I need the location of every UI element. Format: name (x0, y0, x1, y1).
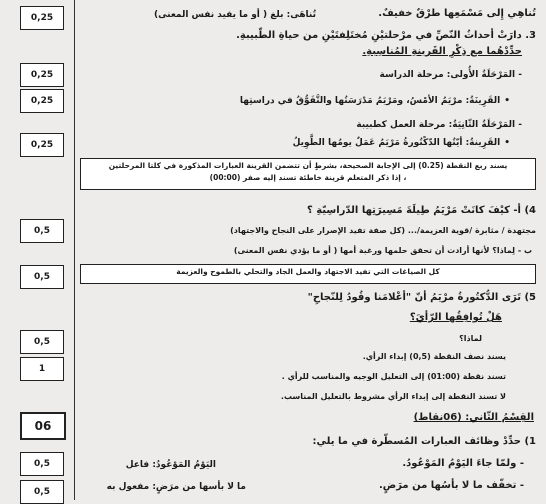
grade-box: 1 (20, 357, 64, 381)
grade-box: 0,5 (20, 330, 64, 354)
answer-line: - المَرْحَلَةُ الأُولى: مرحلة الدراسة (379, 70, 522, 80)
grade-box: 0,25 (20, 89, 64, 113)
grade-box: 0,5 (20, 265, 64, 289)
question-line: 1) حدِّدْ وظائف العبارات المُسطّرة في ما يلي: (312, 436, 536, 447)
grade-box: 0,25 (20, 6, 64, 30)
answer-line: اليَوْمُ المَوْعُودُ: فاعل (125, 460, 216, 470)
sentence-line: - ولمّا جاءَ اليَوْمُ المَوْعُودُ. (402, 458, 524, 469)
answer-line: • القَرِينَةُ: مرْيَمُ الأمْسُ، ومَرْيَمُ مَدْرَسَتُها والتَّفَوُّقُ في دراستِها (240, 96, 510, 106)
grade-box: 0,5 (20, 480, 64, 504)
answer-line: ما لا بأسها من مرَضٍ: مفعول به (106, 482, 246, 492)
grading-note-text: ، إذا ذكر المتعلم قرينة خاطئة تسند إليه صفر (00:00) (209, 173, 407, 182)
answer-line: يسند نصف النقطة (0,5) إبداء الرأي. (362, 352, 506, 361)
answer-line: تُناهَى: بلغ ( أو ما يفيد نفس المعنى) (153, 10, 316, 20)
grade-box: 0,25 (20, 63, 64, 87)
question-line: هَلْ تُوافِقُها الرّأيَ؟ (409, 312, 502, 323)
section-heading: القِسْمُ الثّاني: (06نقاط) (413, 412, 534, 423)
question-line: 3. دارَتْ أحداثُ النّصِّ في مرْحلتيْنِ مُختَلِفتَيْنِ من حياةِ الطّبيبةِ. (236, 30, 536, 41)
answer-line: لا تسند النقطة إلى إبداء الرأي مشروط بالتعليل المناسب. (280, 392, 506, 401)
question-line: 4) أ- كيْفَ كانَتْ مَرْيَمُ طِيلَةَ مَسِيرَتِها الدّراسِيّةِ ؟ (306, 205, 536, 216)
answer-line: مجتهدة / مثابرة /قوية العزيمة/... (كل صفة تفيد الإصرار على النجاح والاجتهاد) (230, 226, 536, 235)
grade-column (0, 0, 75, 500)
grade-box: 0,5 (20, 219, 64, 243)
grade-box: 0,5 (20, 452, 64, 476)
grading-note-box (80, 264, 536, 284)
answer-line: - المَرْحَلَةُ الثّانِيَةُ: مرحلة العمل كطبيبة (356, 120, 522, 130)
grade-box: 0,25 (20, 133, 64, 157)
answer-line: لماذا؟ (459, 334, 482, 343)
answer-line: ب - لِماذا؟ لأنها أرادت أن تحقق حلمها ورغبة أمها ( أو ما يؤدي نفس المعنى) (233, 246, 532, 255)
grading-note-text: كل الصياغات التي تفيد الاجتهاد والعمل الجاد والتحلي بالطموح والعزيمة (176, 267, 440, 276)
question-line: حدِّدْهُما مع ذِكْرِ القَرينةِ المُناسِبةِ. (362, 46, 522, 57)
sentence-line: - تخفّف ما لا بأسُها من مرَضٍ. (378, 480, 524, 491)
grade-total-box: 06 (20, 412, 66, 440)
grading-note-box (80, 158, 536, 190)
grading-note-text: يسند ربع النقطة (0.25) إلى الإجابة الصحيحة، بشرطٍ أن تتضمن القرينة العبارات المذكورة في كلتا المرحلتين (108, 161, 508, 170)
answer-line: • القَرِينةُ: أيّتُها الدّكْتُورةُ مَرْيَمُ عَمَلٌ يومُها الطَّوِيلُ (293, 138, 510, 148)
answer-line: تسند نقطة (01:00) إلى التعليل الوجيه والمناسب للرأي . (281, 372, 506, 381)
question-line: 5) تَرَى الدُّكتُورةُ مرْيَمُ أنّ "أعْلامَنا وقُودُ لِلنّجاحِ" (307, 292, 536, 303)
answer-line: تُناهِي إِلى مَسْمَعِها طرْقٌ خفيفٌ. (378, 8, 536, 19)
